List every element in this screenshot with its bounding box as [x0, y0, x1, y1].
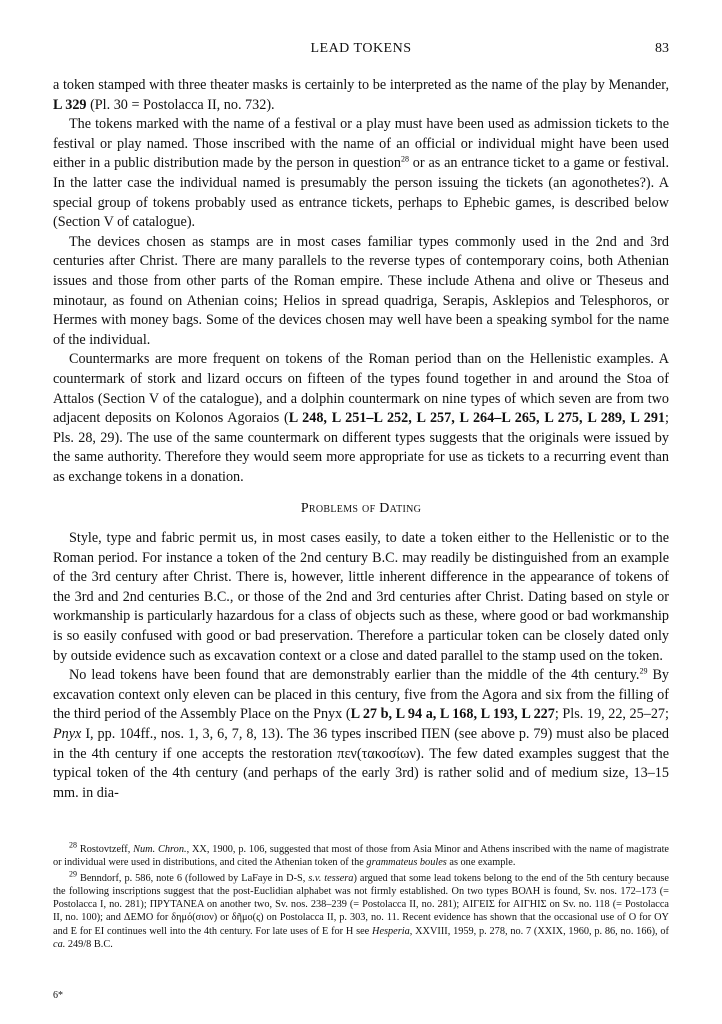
text-run: Hesperia [372, 925, 410, 937]
text-run: a token stamped with three theater masks is certainly to be interpreted as the name of the play by Menander, [53, 77, 669, 93]
text-run: No lead tokens have been found that are demonstrably earlier than the middle of the 4th century. [69, 667, 640, 684]
text-run: , XXVIII, 1959, p. 278, no. 7 (XXIX, 1960, p. 86, no. 166), of [409, 925, 669, 937]
footnote [53, 869, 669, 952]
footnotes [53, 840, 669, 953]
text-run: , XX, 1900, p. 106, suggested that most of those from Asia Minor and Athens inscribed with the name of magistrate or individual were used in distributions, and cited the Athenian token of the [53, 844, 669, 869]
paragraph [53, 666, 669, 803]
text-run: ; Pls. 19, 22, 25–27; [554, 706, 669, 723]
text-run: or as an entrance ticket to a game or festival. In the latter case the individual named is presumably the person issuing the tickets (an agonothetes?). A special group of tokens probably used as entrance tickets, perhaps to Ephebic games, is described below (Section V of catalogue). [53, 155, 669, 231]
footnote-marker: 29 [69, 869, 77, 879]
paragraphs-after-heading [53, 529, 669, 803]
text-run: (Pl. 30 = Postolacca II, no. 732). [86, 96, 275, 113]
text-run: Style, type and fabric permit us, in most cases easily, to date a token either to the Hellenistic or to the Roman period. For instance a token of the 2nd century B.C. may readily be distinguished from an example of the 3rd century after Christ. There is, however, little inherent difference in the appearance of tokens of the 3rd and 2nd centuries B.C., or those of the 2nd and 3rd centuries after Christ. Dating based on style or workmanship is particularly hazardous for a class of objects such as these, where good or bad workmanship is so easily confused with good or bad preservation. Therefore a particular token can be closely dated only by outside evidence such as excavation context or a close and dated parallel to the stamp used on the token. [53, 530, 669, 664]
text-run: ca. [53, 939, 66, 951]
text-run: s.v. tessera [308, 872, 354, 884]
paragraphs-before-heading [53, 76, 669, 487]
text-run: L 248, L 251–L 252, L 257, L 264–L 265, L 275, L 289, L 291 [288, 410, 666, 427]
text-run: grammateus boules [366, 857, 447, 869]
text-run: ; Pls. 28, 29). The use of the same countermark on different types suggests that the originals were issued by the same authority. Therefore they would seem more appropriate for use as tickets to a recurring event than as exchange tokens in a donation. [53, 410, 669, 485]
paragraph [53, 115, 669, 233]
paragraph [53, 529, 669, 666]
page-number: 83 [655, 41, 669, 56]
section-heading: Problems of Dating [300, 501, 422, 517]
text-run: Benndorf, p. 586, note 6 (followed by LaFaye in D-S, [77, 872, 309, 884]
text-run: ) argued that some lead tokens belong to the end of the 5th century because the following inscriptions suggest that the post-Euclidian alphabet was not firmly established. On two types ΒΟΛΗ is found, Sv. nos. 172–173 (= Postolacca I, no. 281); ΠΡΥΤΑΝΕΑ on another two, Sv. nos. 238–239 (= Postolacca II, no. 281); ΑΙΓΕΙΣ for ΑΙΓΗΙΣ on Sv. no. 118 (= Postolacca II, no. 100); and ΔΕΜΟ for δημό(σιον) or δῆμο(ς) on Postolacca II, p. 303, no. 11. Recent evidence has shown that the occasional use of O for OY and E for EI continues well into the 4th century. For late uses of E for H see [53, 872, 669, 937]
text-run: as one example. [446, 857, 516, 869]
footnote-marker: 28 [400, 154, 409, 164]
text-run: The devices chosen as stamps are in most cases familiar types commonly used in the 2nd and 3rd centuries after Christ. There are many parallels to the reverse types of contemporary coins, both Athenian issues and those from other parts of the Roman empire. These include Athena and olive or Theseus and minotaur, as found on Athenian coins; Helios in spread quadriga, Serapis, Asklepios and Telesphoros, or Hermes with money bags. Some of the devices chosen may well have been a speaking symbol for the name of the individual. [53, 233, 669, 348]
paragraph [53, 233, 669, 351]
footnote-marker: 28 [69, 840, 77, 850]
text-run: Num. Chron. [133, 844, 187, 855]
text-run: L 329 [53, 96, 87, 113]
running-title: LEAD TOKENS [310, 41, 412, 56]
text-run: Pnyx [53, 726, 82, 742]
text-run: I, pp. 104ff., nos. 1, 3, 6, 7, 8, 13). The 36 types inscribed ΠΕΝ (see above p. 79) must also be placed in the 4th century if one accepts the restoration πεν(τακοσίων). The few dated examples suggest that the typical token of the 4th century (and perhaps of the early 3rd) is rather solid and of medium size, 13–15 mm. in dia- [53, 726, 669, 801]
paragraph [53, 76, 669, 115]
text-run: 249/8 B.C. [65, 939, 113, 951]
text-run: L 27 b, L 94 a, L 168, L 193, L 227 [350, 706, 555, 723]
text-run: Rostovtzeff, [77, 844, 134, 855]
footnote-marker: 29 [639, 666, 648, 676]
signature-mark: 6* [53, 990, 63, 1001]
body-text [53, 76, 669, 803]
text-run: Countermarks are more frequent on tokens of the Roman period than on the Hellenistic examples. A countermark of stork and lizard occurs on fifteen of the types found together in and around the Stoa of Attalos (Section V of the catalogue), and a dolphin countermark on nine types of which seven are from two adjacent deposits on Kolonos Agoraios ( [53, 351, 669, 427]
paragraph [53, 350, 669, 487]
footnote [53, 840, 669, 870]
text-run: The tokens marked with the name of a festival or a play must have been used as admission tickets to the festival or play named. Those inscribed with the name of an official or individual might have been used either in a public distribution made by the person in question [53, 116, 669, 172]
text-run: By excavation context only eleven can be placed in this century, five from the Agora and six from the filling of the third period of the Assembly Place on the Pnyx ( [53, 667, 670, 723]
